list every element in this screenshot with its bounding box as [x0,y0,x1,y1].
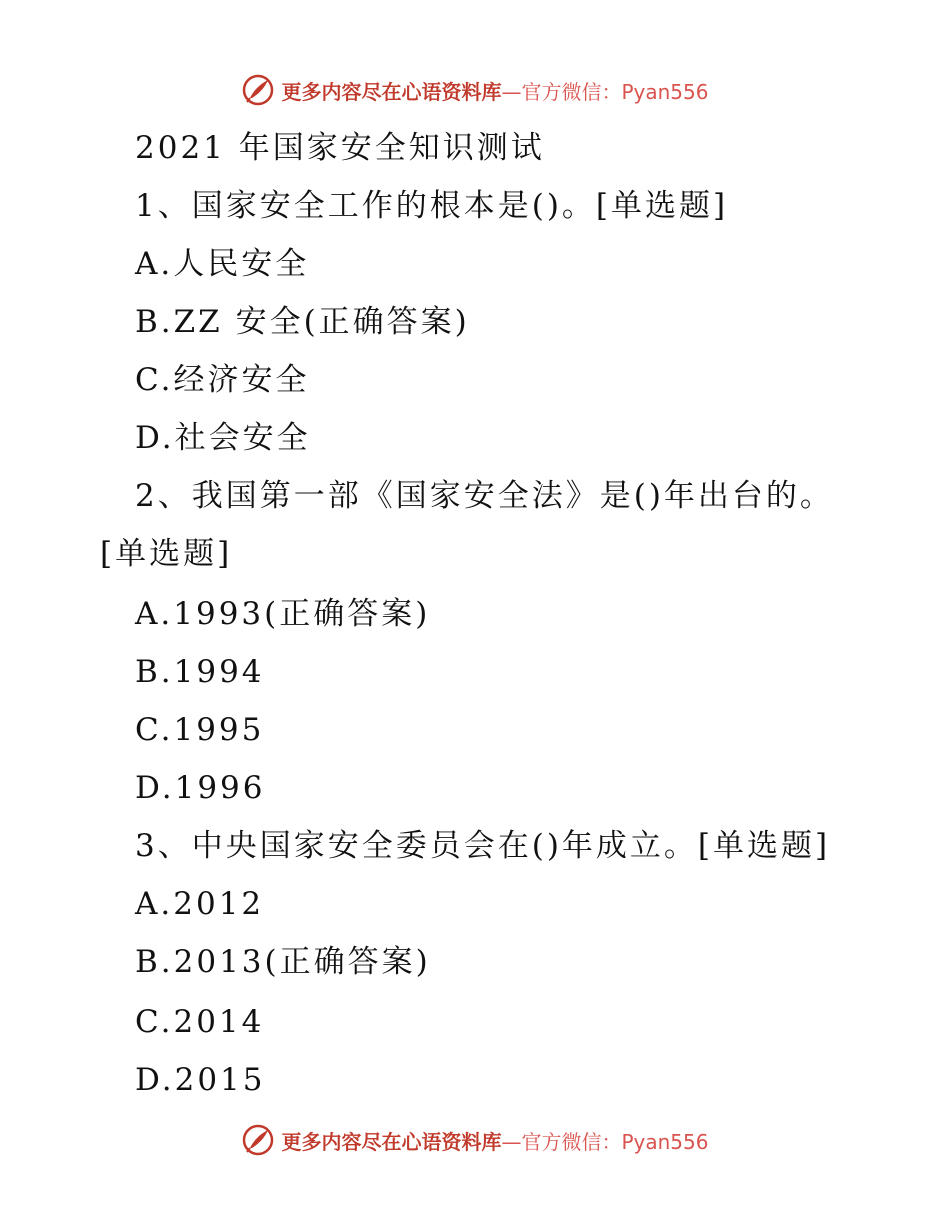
question-3-stem: 3、中央国家安全委员会在()年成立。[单选题] [135,828,831,864]
question-1-option-c: C.经济安全 [135,362,310,398]
question-2-option-a: A.1993(正确答案) [135,596,431,632]
question-2-option-c: C.1995 [135,712,265,748]
question-1-stem: 1、国家安全工作的根本是()。[单选题] [135,188,729,224]
question-1-option-a: A.人民安全 [135,246,310,282]
question-2-option-d: D.1996 [135,770,266,806]
watermark-sub-text: —官方微信：Pyan556 [501,79,709,104]
document-title: 2021 年国家安全知识测试 [135,130,545,166]
watermark-main-text: 更多内容尽在心语资料库 [281,1129,502,1154]
question-3-option-a: A.2012 [135,886,265,922]
question-1-option-b: B.ZZ 安全(正确答案) [135,304,470,340]
question-1-option-d: D.社会安全 [135,420,311,456]
feather-pen-logo-icon [241,1123,275,1157]
question-2-stem: 2、我国第一部《国家安全法》是()年出台的。 [135,478,834,514]
watermark-sub-text: —官方微信：Pyan556 [501,1129,709,1154]
question-3-option-b: B.2013(正确答案) [135,944,431,980]
watermark-header [0,70,950,110]
question-2-option-b: B.1994 [135,654,265,690]
watermark-main-text: 更多内容尽在心语资料库 [281,79,502,104]
question-3-option-d: D.2015 [135,1062,266,1098]
question-3-option-c: C.2014 [135,1004,265,1040]
feather-pen-logo-icon [241,73,275,107]
watermark-footer [0,1120,950,1160]
question-2-stem-continuation: [单选题] [100,536,233,572]
